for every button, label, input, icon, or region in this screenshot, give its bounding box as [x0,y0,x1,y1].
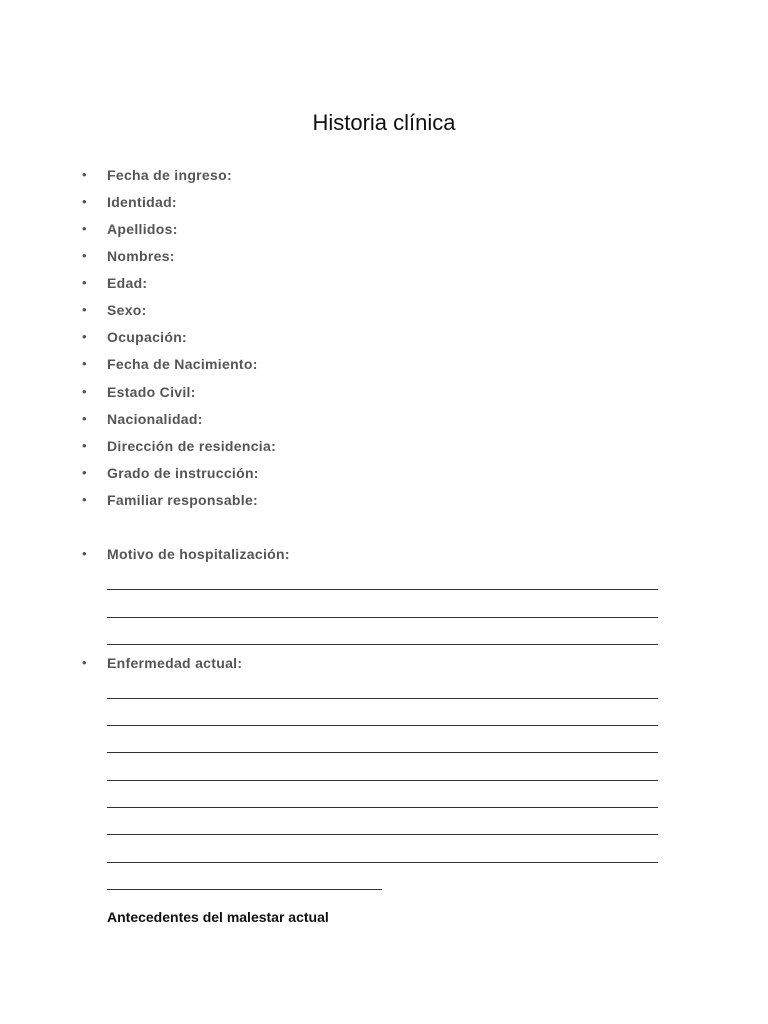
bullet-icon: • [82,655,87,670]
bullet-icon: • [82,492,87,507]
field-label: Grado de instrucción: [107,465,259,481]
answer-line [107,862,658,863]
bullet-icon: • [82,194,87,209]
answer-line [107,807,658,808]
field-label: Dirección de residencia: [107,438,277,454]
field-label: Fecha de ingreso: [107,167,232,183]
field-label: Ocupación: [107,329,188,345]
answer-line [107,834,658,835]
answer-line [107,617,658,618]
bullet-icon: • [82,302,87,317]
bullet-icon: • [82,275,87,290]
field-label: Nombres: [107,248,175,264]
field-label: Fecha de Nacimiento: [107,356,258,372]
answer-line [107,725,658,726]
document-title: Historia clínica [312,110,456,135]
answer-line [107,644,658,645]
bullet-icon: • [82,248,87,263]
field-label: Apellidos: [107,221,178,237]
field-label: Sexo: [107,302,147,318]
bullet-icon: • [82,465,87,480]
bullet-icon: • [82,221,87,236]
bullet-icon: • [82,167,87,182]
bullet-icon: • [82,356,87,371]
bullet-icon: • [82,411,87,426]
answer-line [107,752,658,753]
answer-line [107,589,658,590]
bullet-icon: • [82,546,87,561]
field-label: Identidad: [107,194,177,210]
bullet-icon: • [82,384,87,399]
bullet-icon: • [82,438,87,453]
answer-line [107,780,658,781]
section-label: Enfermedad actual: [107,655,243,671]
field-label: Nacionalidad: [107,411,203,427]
answer-line [107,889,382,890]
field-label: Familiar responsable: [107,492,259,508]
antecedentes-heading: Antecedentes del malestar actual [107,909,329,925]
answer-line [107,698,658,699]
section-label: Motivo de hospitalización: [107,546,290,562]
bullet-icon: • [82,329,87,344]
field-label: Edad: [107,275,148,291]
field-label: Estado Civil: [107,384,196,400]
